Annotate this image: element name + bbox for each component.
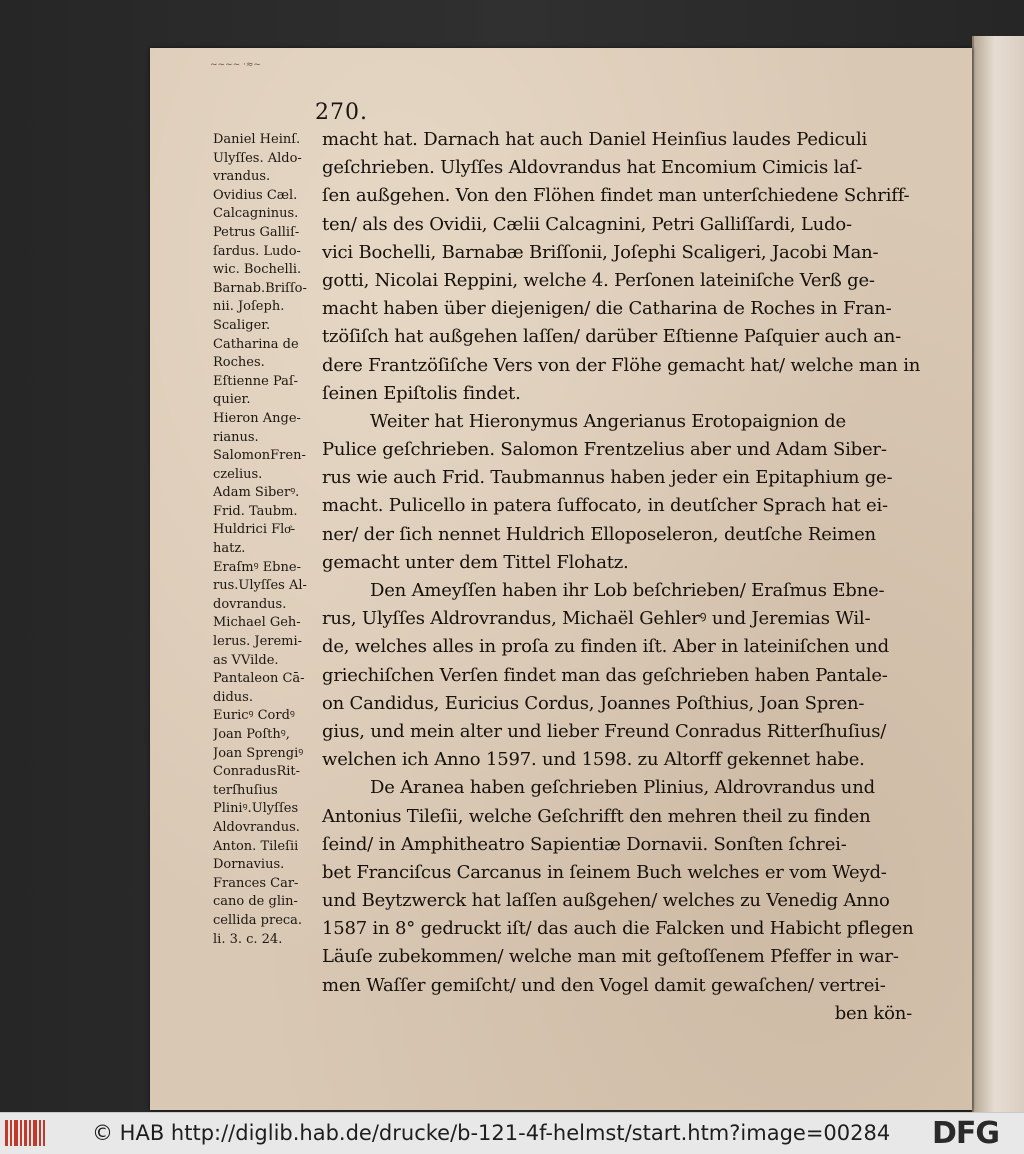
- text-line: ten/ als des Ovidii, Cælii Calcagnini, Petri Galliſſardi, Ludo-: [322, 213, 852, 235]
- margin-note: nii. Joſeph.: [213, 299, 285, 315]
- text-line: rus, Ulyſſes Aldrovrandus, Michaël Gehlerꝰ und Jeremias Wil-: [322, 608, 871, 630]
- text-line: dere Frantzöſiſche Vers von der Flöhe gemacht hat/ welche man in: [322, 354, 921, 376]
- viewer-footer: [0, 1112, 1024, 1154]
- margin-note: rus.Ulyſſes Al-: [213, 578, 307, 594]
- margin-note: terſhuſius: [213, 782, 278, 798]
- margin-note: didus.: [213, 689, 253, 705]
- margin-note: Ulyſſes. Aldo-: [213, 150, 302, 166]
- text-line: welchen ich Anno 1597. und 1598. zu Altorff gekennet habe.: [322, 749, 865, 771]
- margin-notes: [213, 131, 325, 949]
- margin-note: czelius.: [213, 466, 263, 482]
- text-line: macht. Pulicello in patera ſuffocato, in deutſcher Sprach hat ei-: [322, 495, 888, 517]
- margin-note: Dornavius.: [213, 857, 285, 873]
- margin-note: Frances Car-: [213, 875, 299, 891]
- text-line: ſeinen Epiſtolis findet.: [322, 382, 521, 404]
- book-page: [150, 48, 972, 1110]
- text-line: ner/ der ſich nennet Huldrich Elloposeleron, deutſche Reimen: [322, 523, 876, 545]
- margin-note: Catharina de: [213, 336, 299, 352]
- text-line: gius, und mein alter und lieber Freund Conradus Ritterſhuſius/: [322, 720, 887, 742]
- text-line: geſchrieben. Ulyſſes Aldovrandus hat Encomium Cimicis laſ-: [322, 157, 862, 179]
- margin-note: Petrus Galliſ-: [213, 224, 300, 240]
- margin-note: quier.: [213, 392, 251, 408]
- barcode-bars-icon: [4, 1118, 46, 1148]
- margin-note: Euricꝰ Cordꝰ: [213, 708, 295, 724]
- dfg-logo: DFG: [932, 1116, 1000, 1151]
- text-line: bet Franciſcus Carcanus in ſeinem Buch welches er vom Weyd-: [322, 861, 887, 883]
- margin-note: rianus.: [213, 429, 259, 445]
- page-number: 270.: [315, 100, 368, 125]
- facing-page-edge: [972, 36, 1024, 1112]
- margin-note: ConradusRit-: [213, 764, 301, 780]
- text-line: ſen außgehen. Von den Flöhen findet man unterſchiedene Schriff-: [322, 185, 910, 207]
- text-line: rus wie auch Frid. Taubmannus haben jeder ein Epitaphium ge-: [322, 467, 893, 489]
- margin-note: hatz.: [213, 541, 246, 557]
- margin-note: Roches.: [213, 355, 265, 371]
- text-line: macht haben über diejenigen/ die Catharina de Roches in Fran-: [322, 298, 892, 320]
- text-line: tzöſiſch hat außgehen laſſen/ darüber Eſtienne Paſquier auch an-: [322, 326, 902, 348]
- margin-note: Calcagninus.: [213, 206, 299, 222]
- text-line: vici Bochelli, Barnabæ Briſſonii, Joſephi Scaligeri, Jacobi Man-: [322, 241, 879, 263]
- margin-note: Barnab.Briſſo-: [213, 280, 307, 296]
- text-line: und Beytzwerck hat laſſen außgehen/ welches zu Venedig Anno: [322, 890, 890, 912]
- text-line: Den Ameyſſen haben ihr Lob beſchrieben/ Eraſmus Ebne-: [370, 580, 885, 601]
- text-line: De Aranea haben geſchrieben Plinius, Aldrovrandus und: [370, 777, 875, 799]
- margin-note: Scaliger.: [213, 317, 271, 333]
- text-line: Pulice geſchrieben. Salomon Frentzelius aber und Adam Siber-: [322, 439, 887, 461]
- margin-note: Anton. Tileſii: [213, 838, 299, 854]
- margin-note: Adam Siberꝰ.: [213, 485, 300, 501]
- text-line: men Waſſer gemiſcht/ und den Vogel damit gewaſchen/ vertrei-: [322, 974, 886, 996]
- margin-note: Eſtienne Paſ-: [213, 373, 299, 389]
- text-line: ſeind/ in Amphitheatro Sapientiæ Dornavii. Sonſten ſchrei-: [322, 833, 847, 855]
- text-line: gemacht unter dem Tittel Flohatz.: [322, 551, 629, 573]
- copyright-url-text: © HAB http://diglib.hab.de/drucke/b-121-4f-helmst/start.htm?image=00284: [92, 1121, 891, 1145]
- body-text: [322, 126, 921, 1028]
- margin-note: wic. Bochelli.: [213, 262, 302, 278]
- margin-note: cano de glin-: [213, 894, 298, 910]
- margin-note: as VVilde.: [213, 652, 279, 668]
- margin-note: Michael Geh-: [213, 615, 301, 631]
- catchword: ben kön-: [834, 1002, 912, 1024]
- margin-note: Eraſmꝰ Ebne-: [213, 559, 301, 575]
- text-line: Läuſe zubekommen/ welche man mit geſtoſſenem Pfeffer in war-: [322, 946, 899, 968]
- text-line: Antonius Tileſii, welche Geſchrifft den mehren theil zu finden: [322, 805, 871, 827]
- text-line: griechiſchen Verſen findet man das geſchrieben haben Pantale-: [322, 664, 888, 686]
- margin-note: Joan Poſthꝰ,: [213, 727, 290, 742]
- margin-note: li. 3. c. 24.: [213, 931, 283, 947]
- margin-note: Daniel Heinſ.: [213, 132, 301, 147]
- margin-note: Ovidius Cæl.: [213, 187, 298, 203]
- margin-note: Frid. Taubm.: [213, 503, 298, 519]
- text-line: Weiter hat Hieronymus Angerianus Erotopaignion de: [370, 410, 846, 432]
- margin-note: SalomonFren-: [213, 448, 306, 464]
- page-top-mark: ~~~~ ·≈~: [210, 60, 261, 70]
- margin-note: Huldrici Floͤ-: [213, 522, 296, 538]
- text-line: gotti, Nicolai Reppini, welche 4. Perſonen lateiniſche Verß ge-: [322, 269, 875, 291]
- text-line: on Candidus, Euricius Cordus, Joannes Poſthius, Joan Spren-: [322, 692, 865, 714]
- margin-note: ſardus. Ludo-: [213, 243, 301, 259]
- margin-note: dovrandus.: [213, 596, 287, 612]
- margin-note: lerus. Jeremi-: [213, 634, 303, 650]
- margin-note: Hieron Ange-: [213, 410, 301, 426]
- margin-note: vrandus.: [213, 169, 271, 185]
- margin-note: Joan Sprengiꝰ: [213, 745, 304, 761]
- text-line: de, welches alles in proſa zu finden iſt. Aber in lateiniſchen und: [322, 636, 889, 658]
- margin-note: Pliniꝰ.Ulyſſes: [213, 801, 299, 817]
- margin-note: Aldovrandus.: [213, 819, 300, 835]
- margin-note: Pantaleon Cā-: [213, 671, 305, 687]
- margin-note: cellida preca.: [213, 912, 303, 928]
- text-line: 1587 in 8° gedruckt iſt/ das auch die Falcken und Habicht pflegen: [322, 918, 914, 940]
- text-line: macht hat. Darnach hat auch Daniel Heinſius laudes Pediculi: [322, 129, 868, 150]
